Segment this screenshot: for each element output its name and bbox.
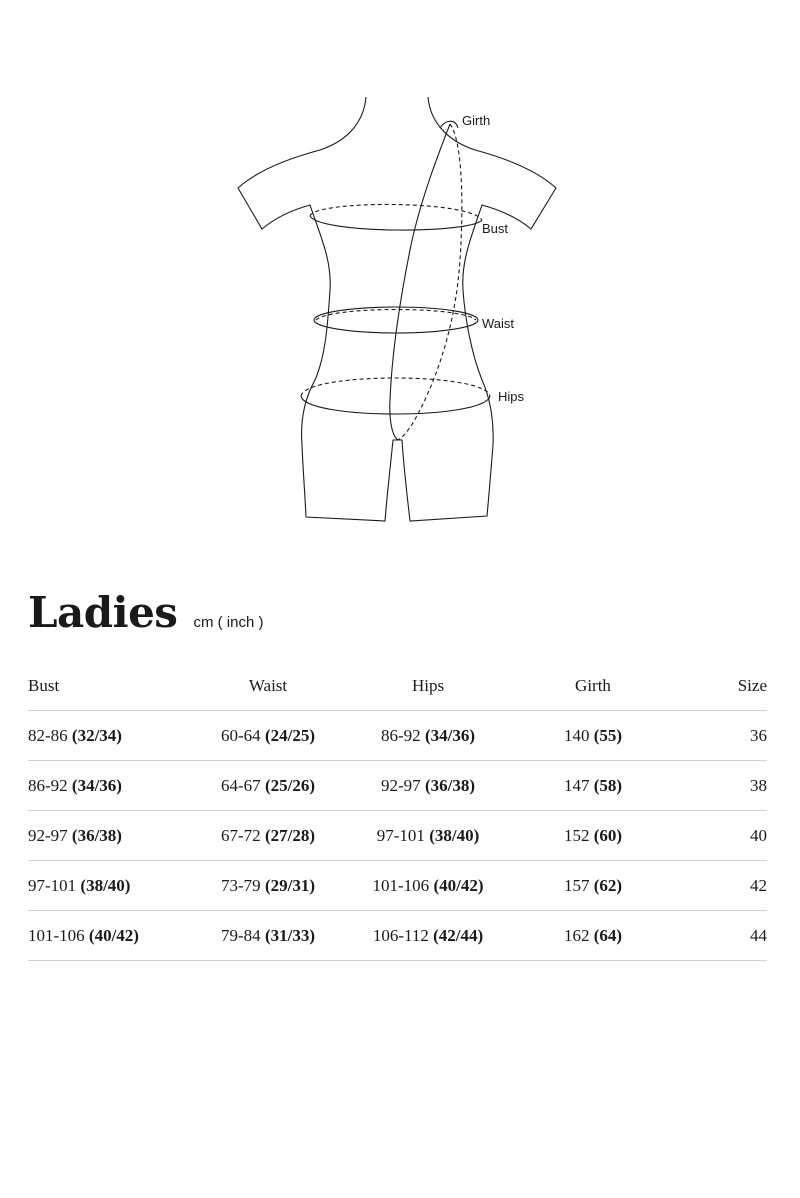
- cell-girth: [498, 911, 688, 961]
- table-row: [28, 911, 767, 961]
- waist-cm-value: 60-64: [221, 725, 261, 745]
- hips-line-front: [301, 396, 490, 414]
- cell-bust: [28, 911, 178, 961]
- bust-label: Bust: [482, 221, 509, 236]
- waist-inch-value: (25/26): [264, 775, 315, 795]
- cell-bust: [28, 711, 178, 761]
- body-outline: [238, 97, 556, 521]
- section-heading: [28, 588, 263, 637]
- bust-cm-value: 86-92: [28, 775, 68, 795]
- waist-cm-value: 79-84: [221, 925, 261, 945]
- cell-waist: [178, 811, 358, 861]
- girth-inch-value: (60): [593, 825, 623, 845]
- table-row: [28, 861, 767, 911]
- header-girth: Girth: [498, 662, 688, 711]
- bust-inch-value: (38/40): [80, 875, 131, 895]
- waist-inch-value: (24/25): [264, 725, 315, 745]
- waist-cm-value: 64-67: [221, 775, 261, 795]
- waist-inch-value: (27/28): [264, 825, 315, 845]
- girth-inch-value: (64): [593, 925, 623, 945]
- hips-cm-value: 106-112: [372, 925, 429, 945]
- page-title: Ladies: [28, 588, 178, 637]
- cell-size: 40: [688, 811, 767, 861]
- table-header-row: [28, 662, 767, 711]
- bust-inch-value: (34/36): [71, 775, 122, 795]
- girth-cm-value: 162: [563, 925, 590, 945]
- girth-cm-value: 147: [563, 775, 590, 795]
- girth-cm-value: 140: [563, 725, 590, 745]
- girth-line-back: [398, 124, 462, 440]
- cell-bust: [28, 811, 178, 861]
- cell-hips: [358, 861, 498, 911]
- girth-inch-value: (62): [593, 875, 623, 895]
- cell-girth: [498, 811, 688, 861]
- cell-bust: [28, 761, 178, 811]
- waist-inch-value: (31/33): [264, 925, 315, 945]
- cell-hips: [358, 811, 498, 861]
- cell-hips: [358, 761, 498, 811]
- waist-label: Waist: [482, 316, 515, 331]
- bust-line-back: [310, 204, 482, 220]
- header-hips: Hips: [358, 662, 498, 711]
- size-chart-table: [28, 662, 767, 961]
- bust-inch-value: (36/38): [71, 825, 122, 845]
- bust-cm-value: 97-101: [28, 875, 77, 895]
- table-body: [28, 711, 767, 961]
- header-bust: Bust: [28, 662, 178, 711]
- cell-size: 36: [688, 711, 767, 761]
- body-measurement-diagram: [0, 0, 800, 560]
- waist-cm-value: 67-72: [221, 825, 261, 845]
- cell-girth: [498, 761, 688, 811]
- girth-inch-value: (58): [593, 775, 623, 795]
- table-row: [28, 761, 767, 811]
- bust-line-front: [310, 216, 482, 230]
- cell-waist: [178, 911, 358, 961]
- bust-inch-value: (32/34): [71, 725, 122, 745]
- hips-inch-value: (40/42): [433, 875, 484, 895]
- bust-cm-value: 92-97: [28, 825, 68, 845]
- bust-cm-value: 101-106: [28, 925, 85, 945]
- waist-inch-value: (29/31): [264, 875, 315, 895]
- cell-waist: [178, 711, 358, 761]
- unit-note: cm ( inch ): [193, 614, 264, 631]
- hips-inch-value: (42/44): [433, 925, 484, 945]
- cell-size: 38: [688, 761, 767, 811]
- hips-inch-value: (38/40): [429, 825, 480, 845]
- header-size: Size: [688, 662, 767, 711]
- cell-hips: [358, 911, 498, 961]
- waist-cm-value: 73-79: [221, 875, 261, 895]
- cell-girth: [498, 711, 688, 761]
- hips-cm-value: 86-92: [381, 725, 421, 745]
- cell-girth: [498, 861, 688, 911]
- girth-cm-value: 157: [563, 875, 590, 895]
- hips-line-back: [301, 378, 490, 396]
- bust-cm-value: 82-86: [28, 725, 68, 745]
- hips-cm-value: 97-101: [376, 825, 425, 845]
- hips-cm-value: 92-97: [381, 775, 421, 795]
- girth-label: Girth: [462, 113, 491, 128]
- cell-waist: [178, 761, 358, 811]
- cell-hips: [358, 711, 498, 761]
- hips-inch-value: (36/38): [424, 775, 475, 795]
- cell-size: 42: [688, 861, 767, 911]
- girth-cm-value: 152: [563, 825, 590, 845]
- hips-cm-value: 101-106: [372, 875, 430, 895]
- girth-inch-value: (55): [593, 725, 623, 745]
- cell-waist: [178, 861, 358, 911]
- body-outline-illustration: [0, 0, 800, 560]
- girth-line-front: [390, 124, 450, 440]
- table-row: [28, 811, 767, 861]
- cell-bust: [28, 861, 178, 911]
- header-waist: Waist: [178, 662, 358, 711]
- hips-inch-value: (34/36): [424, 725, 475, 745]
- bust-inch-value: (40/42): [88, 925, 139, 945]
- hips-label: Hips: [498, 389, 525, 404]
- cell-size: 44: [688, 911, 767, 961]
- table-row: [28, 711, 767, 761]
